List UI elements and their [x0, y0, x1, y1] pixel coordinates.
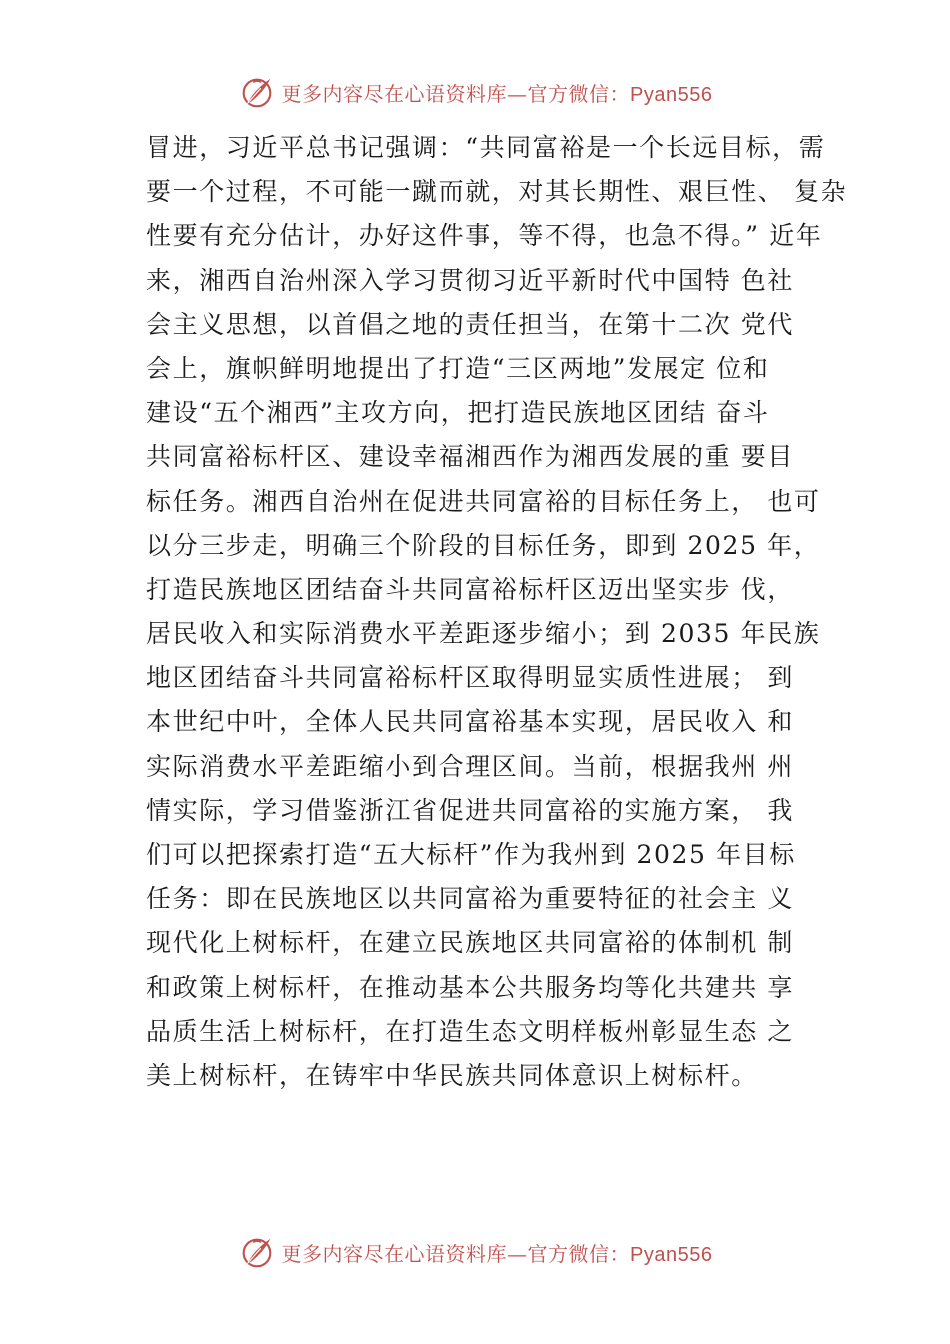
paragraph-line: 实际消费水平差距缩小到合理区间。当前，根据我州 州: [146, 751, 794, 781]
footer-watermark: [0, 1232, 950, 1272]
paragraph-line: 品质生活上树标杆，在打造生态文明样板州彰显生态 之: [146, 1016, 794, 1046]
paragraph-line: 会主义思想，以首倡之地的责任担当，在第十二次 党代: [146, 309, 794, 339]
paragraph-line: 性要有充分估计，办好这件事，等不得，也急不得。” 近年: [146, 221, 823, 251]
paragraph-line: 们可以把探索打造“五大标杆”作为我州到 2025 年目标: [146, 840, 796, 869]
feather-pen-logo-icon: [238, 73, 276, 111]
paragraph-line: 任务：即在民族地区以共同富裕为重要特征的社会主 义: [146, 884, 794, 914]
paragraph-line: 要一个过程，不可能一蹴而就，对其长期性、艰巨性、 复杂: [146, 177, 848, 207]
paragraph-line: 共同富裕标杆区、建设幸福湘西作为湘西发展的重 要目: [146, 442, 794, 472]
paragraph-line: 标任务。湘西自治州在促进共同富裕的目标任务上， 也可: [146, 486, 821, 516]
paragraph-line: 建设“五个湘西”主攻方向，把打造民族地区团结 奋斗: [146, 398, 770, 428]
paragraph-line: 现代化上树标杆，在建立民族地区共同富裕的体制机 制: [146, 928, 794, 958]
watermark-text: 更多内容尽在心语资料库—官方微信：Pyan556: [281, 81, 713, 106]
header-watermark: [0, 72, 950, 112]
paragraph-line: 地区团结奋斗共同富裕标杆区取得明显实质性进展； 到: [146, 663, 794, 693]
paragraph-line: 会上，旗帜鲜明地提出了打造“三区两地”发展定 位和: [146, 353, 770, 383]
watermark-text: 更多内容尽在心语资料库—官方微信：Pyan556: [281, 1241, 713, 1266]
paragraph-line: 居民收入和实际消费水平差距逐步缩小；到 2035 年民族: [146, 619, 821, 649]
paragraph-line: 本世纪中叶，全体人民共同富裕基本实现，居民收入 和: [146, 707, 794, 737]
paragraph-line: 来，湘西自治州深入学习贯彻习近平新时代中国特 色社: [146, 265, 794, 295]
paragraph-line: 美上树标杆，在铸牢中华民族共同体意识上树标杆。: [146, 1060, 758, 1090]
paragraph-line: 打造民族地区团结奋斗共同富裕标杆区迈出坚实步 伐，: [146, 574, 794, 604]
paragraph-line: 情实际，学习借鉴浙江省促进共同富裕的实施方案， 我: [146, 795, 794, 825]
feather-pen-logo-icon: [238, 1233, 276, 1271]
paragraph-line: 和政策上树标杆，在推动基本公共服务均等化共建共 享: [146, 972, 794, 1002]
paragraph-line: 以分三步走，明确三个阶段的目标任务，即到 2025 年，: [146, 530, 821, 560]
paragraph-line: 冒进，习近平总书记强调：“共同富裕是一个长远目标，需: [146, 133, 826, 162]
document-paragraph: [146, 126, 848, 1098]
